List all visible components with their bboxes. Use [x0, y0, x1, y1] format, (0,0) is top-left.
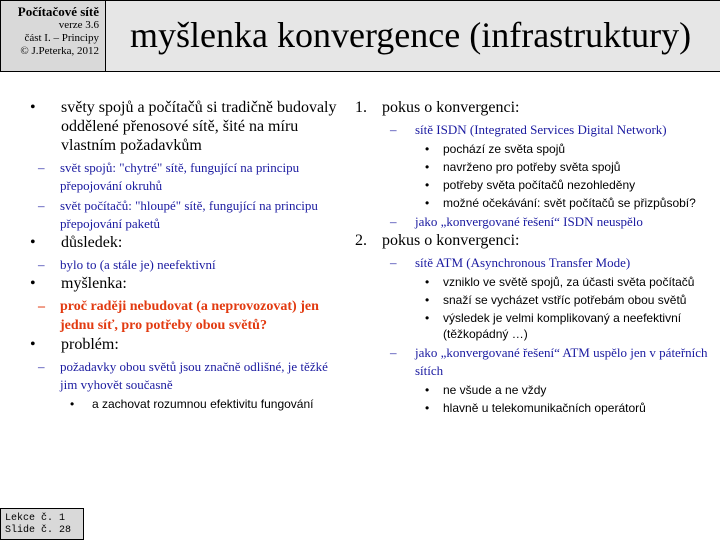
right-detail-text: možné očekávání: svět počítačů se přizpůsobí? [443, 196, 696, 210]
version-label: verze 3.6 [58, 19, 99, 31]
left-column [30, 98, 345, 412]
dash-marker: – [38, 198, 45, 213]
right-subitem-text: jako „konvergované řešení“ ATM uspělo jen v páteřních sítích [415, 345, 708, 378]
slide-number: Slide č. 28 [5, 525, 72, 536]
number-marker: 2. [355, 232, 367, 249]
right-detail-item [355, 292, 717, 308]
bullet-marker: • [425, 275, 430, 289]
left-detail-item [30, 396, 345, 412]
dash-marker: – [38, 160, 45, 175]
dash-marker: – [390, 255, 397, 270]
dash-marker: – [390, 214, 397, 229]
part-label: část I. – Principy [24, 32, 99, 44]
left-subitem-text: bylo to (a stále je) neefektivní [60, 257, 216, 272]
right-detail-text: navrženo pro potřeby světa spojů [443, 160, 621, 174]
right-subitem [355, 254, 717, 272]
bullet-marker: • [425, 142, 430, 156]
dash-marker: – [38, 257, 45, 272]
right-detail-text: snaží se vycházet vstříc potřebám obou světů [443, 293, 687, 307]
right-subitem [355, 344, 717, 380]
left-subitem-text: svět počítačů: "hloupé" sítě, fungující na principu přepojování paketů [60, 198, 318, 231]
bullet-marker: • [30, 99, 36, 116]
left-item-text: důsledek: [61, 234, 123, 251]
slide-title: myšlenka konvergence (infrastruktury) [130, 15, 692, 55]
bullet-marker: • [425, 383, 430, 397]
dash-marker: – [390, 122, 397, 137]
right-detail-text: ne všude a ne vždy [443, 383, 547, 397]
header-info-box [0, 0, 106, 72]
right-detail-item [355, 195, 717, 211]
bullet-marker: • [30, 336, 36, 353]
right-detail-item [355, 159, 717, 175]
bullet-marker: • [30, 275, 36, 292]
bullet-marker: • [425, 196, 430, 210]
left-item-text: problém: [61, 336, 119, 353]
right-subitem [355, 121, 717, 139]
slide-footer [0, 508, 84, 540]
bullet-marker: • [425, 293, 430, 307]
right-detail-item [355, 141, 717, 157]
bullet-marker: • [70, 397, 75, 411]
copyright-label: © J.Peterka, 2012 [20, 45, 99, 57]
right-item [355, 231, 717, 250]
right-subitem-text: sítě ISDN (Integrated Services Digital Network) [415, 122, 667, 137]
right-detail-item [355, 177, 717, 193]
left-subitem [30, 358, 345, 394]
left-item-text: světy spojů a počítačů si tradičně budovaly oddělené přenosové sítě, šité na míru vlastním požadavkům [61, 99, 337, 154]
right-detail-item [355, 400, 717, 416]
left-subitem [30, 197, 345, 233]
left-item [30, 335, 345, 354]
right-detail-item [355, 382, 717, 398]
course-name: Počítačové sítě [17, 4, 99, 19]
left-item [30, 233, 345, 252]
left-item-text: myšlenka: [61, 275, 127, 292]
right-subitem-text: jako „konvergované řešení“ ISDN neuspělo [415, 214, 643, 229]
dash-marker: – [38, 359, 45, 374]
right-item-text: pokus o konvergenci: [382, 99, 520, 116]
number-marker: 1. [355, 99, 367, 116]
bullet-marker: • [425, 401, 430, 415]
right-detail-item [355, 274, 717, 290]
bullet-marker: • [425, 160, 430, 174]
bullet-marker: • [30, 234, 36, 251]
right-detail-text: výsledek je velmi komplikovaný a neefektivní (těžkopádný …) [443, 311, 682, 341]
right-item-text: pokus o konvergenci: [382, 232, 520, 249]
left-item [30, 98, 345, 155]
left-bullet-list [30, 98, 345, 412]
left-detail-text: a zachovat rozumnou efektivitu fungování [92, 397, 314, 411]
lecture-number: Lekce č. 1 [5, 513, 66, 524]
dash-marker: – [38, 299, 45, 314]
left-subitem [30, 159, 345, 195]
right-subitem [355, 213, 717, 231]
right-detail-text: hlavně u telekomunikačních operátorů [443, 401, 646, 415]
bullet-marker: • [425, 178, 430, 192]
dash-marker: – [390, 345, 397, 360]
right-bullet-list [355, 98, 717, 416]
left-subitem-text: proč raději nebudovat (a neprovozovat) jen jednu síť, pro potřeby obou světů? [60, 299, 319, 333]
left-subitem [30, 297, 345, 335]
left-subitem-text: požadavky obou světů jsou značně odlišné, je těžké jim vyhovět současně [60, 359, 328, 392]
left-item [30, 274, 345, 293]
bullet-marker: • [425, 311, 430, 325]
right-detail-text: potřeby světa počítačů nezohleděny [443, 178, 636, 192]
right-detail-text: pochází ze světa spojů [443, 142, 566, 156]
title-bar [106, 0, 720, 72]
right-column [355, 98, 717, 416]
left-subitem [30, 256, 345, 274]
right-detail-text: vzniklo ve světě spojů, za účasti světa počítačů [443, 275, 695, 289]
right-detail-item [355, 310, 717, 342]
right-item [355, 98, 717, 117]
right-subitem-text: sítě ATM (Asynchronous Transfer Mode) [415, 255, 631, 270]
left-subitem-text: svět spojů: "chytré" sítě, fungující na principu přepojování okruhů [60, 160, 300, 193]
